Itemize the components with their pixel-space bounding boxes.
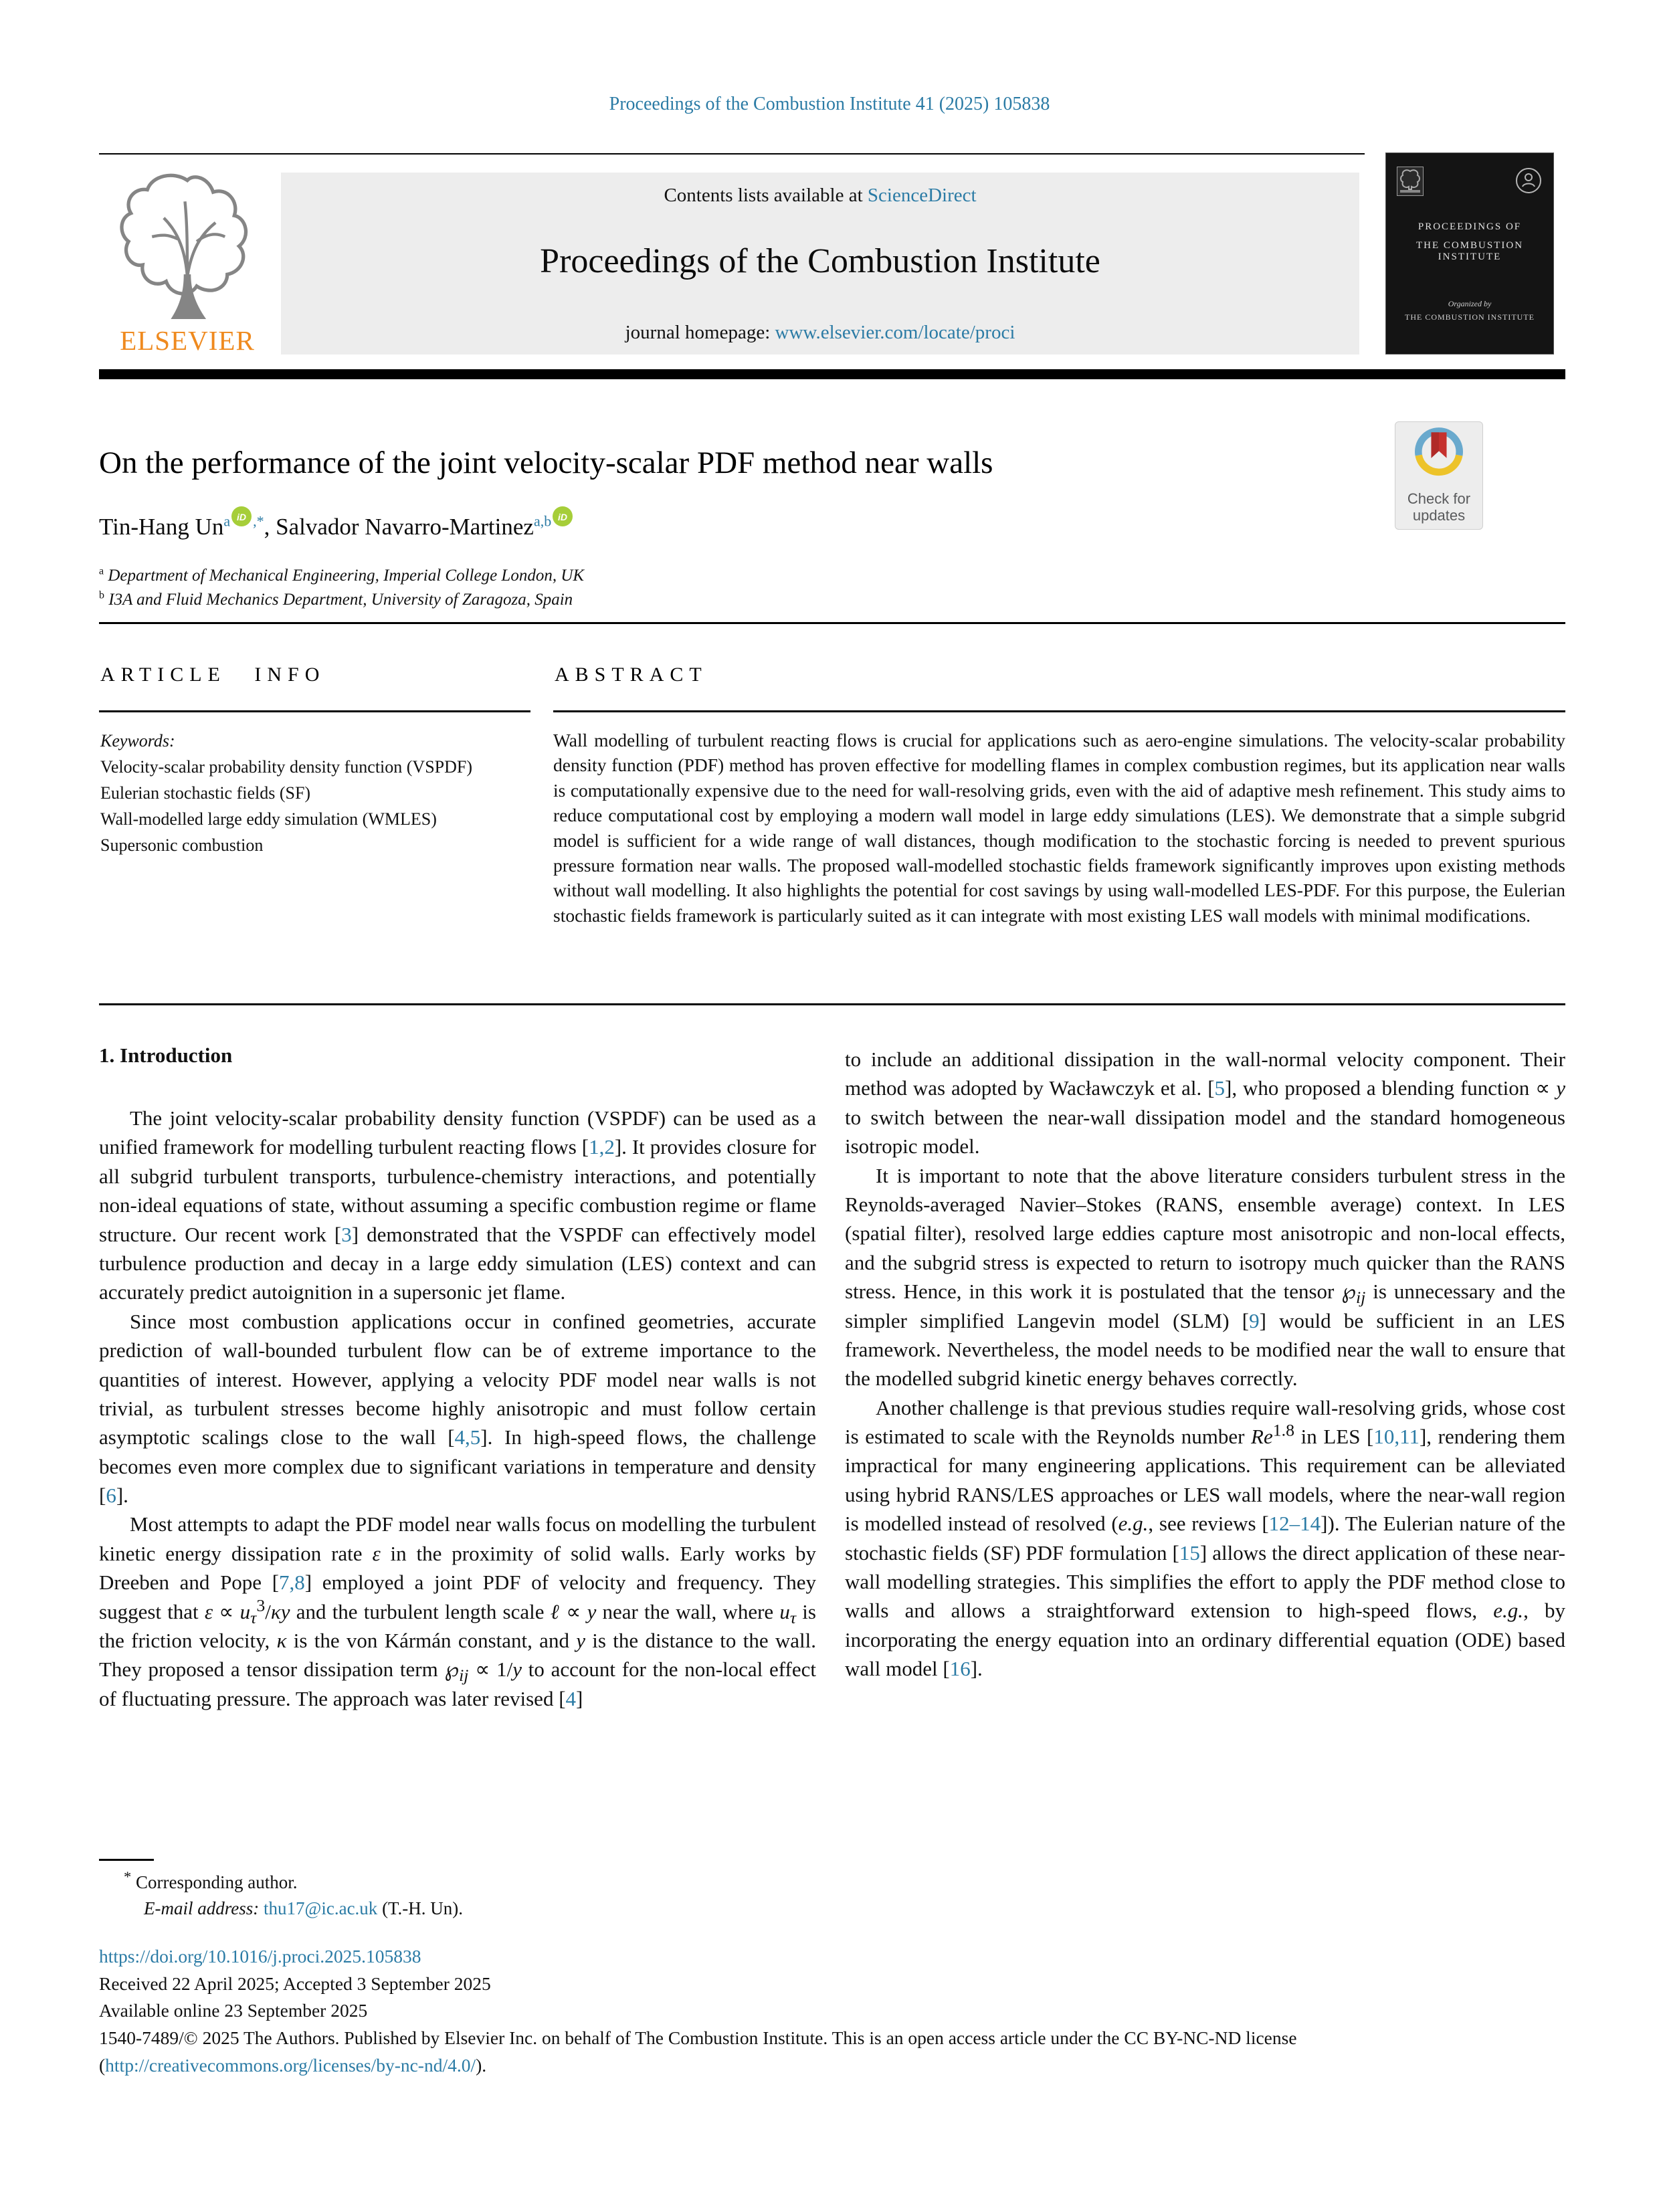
- journal-reference[interactable]: Proceedings of the Combustion Institute 41 (2025) 105838: [609, 94, 1050, 114]
- abstract-text: Wall modelling of turbulent reacting flows is crucial for applications such as aero-engine simulations. The velocity-scalar probability density function (PDF) method has proven effective for modelling flames in complex combustion regimes, but its application near walls is computationally expensive due to the need for wall-resolving grids, even with the aid of adaptive mesh refinement. This study aims to reduce computational cost by employing a modern wall model in large eddy simulations (LES). We demonstrate that a simple subgrid model is sufficient for a wide range of wall distances, though modification to the stochastic forcing is needed to prevent spurious pressure formation near walls. The proposed wall-modelled stochastic fields framework significantly improves upon existing methods without wall modelling. It also highlights the potential for cost savings by using wall-modelled LES-PDF. For this purpose, the Eulerian stochastic fields framework is particularly suited as it can integrate with most existing LES wall models with minimal modifications.: [553, 730, 1565, 926]
- header-black-bar: [99, 369, 1565, 379]
- homepage-line: [281, 322, 1359, 344]
- italic-text: y: [512, 1657, 522, 1682]
- footer-block: [99, 1943, 1567, 2079]
- title-section-rule: [99, 622, 1565, 624]
- svg-text:iD: iD: [237, 512, 247, 522]
- header-rule: [99, 153, 1365, 155]
- license-line: (http://creativecommons.org/licenses/by-nc-nd/4.0/).: [99, 2054, 487, 2076]
- crossmark-icon: [1405, 478, 1472, 489]
- author-1-affiliation-sup: a: [223, 512, 231, 530]
- corresponding-author-note: [99, 1870, 1036, 1896]
- received-accepted-line: Received 22 April 2025; Accepted 3 September 2025: [99, 1973, 491, 1994]
- cover-organizer: THE COMBUSTION INSTITUTE: [1405, 312, 1535, 322]
- article-info-rule: [99, 710, 530, 712]
- keywords-block: [100, 728, 534, 858]
- orcid-icon[interactable]: [553, 506, 573, 532]
- keyword-item: Eulerian stochastic fields (SF): [100, 783, 311, 803]
- author-line: [99, 514, 1437, 540]
- email-suffix: (T.-H. Un).: [377, 1898, 464, 1919]
- orcid-icon[interactable]: [231, 506, 252, 532]
- italic-text: Re: [1251, 1425, 1273, 1449]
- homepage-link[interactable]: www.elsevier.com/locate/proci: [775, 322, 1015, 343]
- inline-link[interactable]: 4,5: [454, 1425, 481, 1449]
- body-paragraph: to include an additional dissipation in the wall-normal velocity component. Their method was adopted by Wacławczyk et al. [5], who proposed a blending function ∝ y to switch between the near-wall dissipation model and the standard homogeneous isotropic model.: [845, 1047, 1565, 1159]
- badge-label-line1: Check for: [1407, 490, 1471, 507]
- email-link[interactable]: thu17@ic.ac.uk: [263, 1898, 378, 1919]
- keywords-label: Keywords:: [100, 731, 175, 750]
- doi-link[interactable]: [99, 1943, 1567, 1971]
- svg-text:iD: iD: [558, 512, 568, 522]
- affiliation-a-text: Department of Mechanical Engineering, Imperial College London, UK: [108, 567, 585, 585]
- cover-title-line1: PROCEEDINGS OF: [1418, 221, 1522, 232]
- italic-text: ε: [372, 1541, 381, 1565]
- footnote-text: Corresponding author.: [136, 1872, 298, 1892]
- body-paragraph: Since most combustion applications occur in confined geometries, accurate prediction of wall-bounded turbulent flow can be of extreme importance to the quantities of interest. However, applying a velocity PDF model near walls is not trivial, as turbulent stresses become highly anisotropic and must follow certain asymptotic scalings close to the wall [4,5]. In high-speed flows, the challenge becomes even more complex due to significant variations in temperature and density [6].: [99, 1309, 817, 1508]
- cover-organized-by: Organized by: [1448, 299, 1492, 308]
- inline-link[interactable]: https://doi.org/10.1016/j.proci.2025.105838: [99, 1946, 421, 1967]
- author-separator: ,: [264, 514, 276, 540]
- inline-link[interactable]: 9: [1249, 1308, 1260, 1332]
- italic-text: y: [1556, 1076, 1565, 1100]
- inline-link[interactable]: 5: [1214, 1076, 1226, 1100]
- body-paragraph: Most attempts to adapt the PDF model near walls focus on modelling the turbulent kinetic energy dissipation rate ε in the proximity of solid walls. Early works by Dreeben and Pope [7,8] employed a joint PDF of velocity and frequency. They suggest that $\varepsilon \propto u_\tau^3/\kappa y$ and the turbulent length scale ℓ ∝ y near the wall, where $u_\tau$ is the friction velocity, κ is the von Kármán constant, and y is the distance to the wall. They proposed a tensor dissipation term $℘_{ij} \propto 1/y$ to account for the non-local effect of fluctuating pressure. The approach was later revised [4]: [99, 1512, 816, 1710]
- available-online-line: Available online 23 September 2025: [99, 2000, 368, 2021]
- elsevier-wordmark: ELSEVIER: [120, 325, 255, 356]
- cover-elsevier-mini-logo-icon: [1397, 167, 1424, 196]
- copyright-line: 1540-7489/© 2025 The Authors. Published by Elsevier Inc. on behalf of The Combustion Institute. This is an open access article under the CC BY-NC-ND license: [99, 2027, 1297, 2049]
- inline-link[interactable]: 1,2: [589, 1135, 615, 1159]
- affiliation-a-sup: a: [99, 565, 104, 577]
- sciencedirect-link[interactable]: ScienceDirect: [867, 185, 977, 206]
- abstract-heading: ABSTRACT: [555, 664, 708, 686]
- footnote-rule: [99, 1859, 154, 1861]
- elsevier-logo[interactable]: [100, 169, 274, 357]
- italic-text: y: [576, 1629, 586, 1653]
- cover-institute-seal-icon: [1515, 167, 1543, 195]
- contents-line: [281, 185, 1359, 207]
- homepage-prefix: journal homepage:: [625, 322, 775, 343]
- italic-text: ij: [1355, 1288, 1366, 1308]
- journal-title: Proceedings of the Combustion Institute: [540, 242, 1100, 280]
- author-1-corresponding-sup[interactable]: ,*: [253, 512, 264, 530]
- inline-link[interactable]: 3: [341, 1222, 352, 1246]
- affiliation-b-sup: b: [99, 589, 104, 601]
- inline-link[interactable]: 6: [106, 1484, 116, 1508]
- inline-link[interactable]: 16: [949, 1657, 971, 1681]
- author-1-name[interactable]: Tin-Hang Un: [99, 514, 224, 540]
- inline-link[interactable]: 12–14: [1268, 1512, 1321, 1536]
- journal-cover-thumbnail[interactable]: [1385, 153, 1554, 355]
- keyword-item: Velocity-scalar probability density function (VSPDF): [100, 757, 473, 777]
- affiliation-a: [99, 564, 1437, 588]
- italic-text: e.g.: [1118, 1512, 1149, 1536]
- italic-text: e.g.: [1493, 1599, 1524, 1623]
- abstract-bottom-rule: [99, 1003, 1565, 1005]
- keyword-item: Supersonic combustion: [100, 835, 264, 855]
- italic-text: κ: [276, 1629, 287, 1653]
- italic-text: κy: [270, 1599, 290, 1623]
- italic-text: y: [587, 1599, 597, 1623]
- italic-text: ij: [459, 1666, 469, 1686]
- italic-text: ℓ: [550, 1599, 561, 1623]
- badge-label-line2: updates: [1412, 506, 1466, 524]
- email-label: E-mail address:: [144, 1898, 260, 1919]
- body-paragraph: The joint velocity-scalar probability density function (VSPDF) can be used as a unified framework for modelling turbulent reacting flows [1,2]. It provides closure for all subgrid turbulent transports, turbulence-chemistry interactions, and potentially non-ideal equations of state, without assuming a specific combustion regime or flame structure. Our recent work [3] demonstrated that the VSPDF can effectively model turbulence production and decay in a large eddy simulation (LES) context and can accurately predict autoignition in a supersonic jet flame.: [99, 1106, 816, 1304]
- italic-text: τ: [789, 1607, 797, 1627]
- affiliation-b-text: I3A and Fluid Mechanics Department, University of Zaragoza, Spain: [108, 590, 573, 609]
- article-info-heading: ARTICLE INFO: [100, 664, 326, 686]
- body-paragraph: Another challenge is that previous studies require wall-resolving grids, whose cost is estimated to scale with the Reynolds number $Re^{1.8}$ in LES [10,11], rendering them impractical for many engineering applications. This requirement can be alleviated using hybrid RANS/LES approaches or LES wall models, where the near-wall region is modelled instead of resolved (e.g., see reviews [12–14]). The Eulerian nature of the stochastic fields (SF) PDF formulation [15] allows the direct application of these near-wall modelling strategies. This simplifies the effort to apply the PDF method close to walls and allows a straightforward extension to high-speed flows, e.g., by incorporating the energy equation into an ordinary differential equation (ODE) based wall model [16].: [845, 1395, 1566, 1681]
- italic-text: u: [779, 1599, 790, 1623]
- cover-title-line2: THE COMBUSTION INSTITUTE: [1416, 240, 1524, 262]
- footnote-star: *: [124, 1868, 132, 1885]
- affiliations: [99, 564, 1437, 611]
- journal-banner: [281, 173, 1359, 355]
- section-heading-introduction: 1. Introduction: [99, 1043, 233, 1067]
- body-left-column: [99, 1104, 816, 1713]
- italic-text: u: [239, 1599, 251, 1623]
- italic-text: ε: [204, 1599, 213, 1623]
- inline-link[interactable]: 4: [565, 1686, 577, 1710]
- footnote-block: [99, 1870, 1036, 1922]
- inline-link[interactable]: 15: [1179, 1540, 1200, 1565]
- inline-link[interactable]: http://creativecommons.org/licenses/by-nc-nd/4.0/: [105, 2054, 476, 2076]
- affiliation-b: [99, 588, 1437, 612]
- inline-link[interactable]: 7,8: [279, 1571, 305, 1595]
- italic-text: τ: [250, 1607, 257, 1627]
- author-2-name[interactable]: Salvador Navarro-Martinez: [276, 514, 534, 540]
- body-right-column: [845, 1045, 1565, 1684]
- inline-link[interactable]: 10,11: [1373, 1425, 1420, 1449]
- email-line: [99, 1896, 1036, 1922]
- page-title: On the performance of the joint velocity-scalar PDF method near walls: [99, 445, 993, 480]
- keyword-item: Wall-modelled large eddy simulation (WMLES): [100, 809, 437, 829]
- author-2-affiliation-sup: a,b: [533, 512, 552, 530]
- abstract-rule: [553, 710, 1565, 712]
- contents-prefix: Contents lists available at: [664, 185, 868, 206]
- body-paragraph: It is important to note that the above literature considers turbulent stress in the Reynolds-averaged Navier–Stokes (RANS, ensemble average) context. In LES (spatial filter), resolved large eddies capture most anisotropic and non-local effects, and the subgrid stress is expected to return to isotropy much quicker than the RANS stress. Hence, in this work it is postulated that the tensor $℘_{ij}$ is unnecessary and the simpler simplified Langevin model (SLM) [9] would be sufficient in an LES framework. Nevertheless, the model needs to be modified near the wall to ensure that the modelled subgrid kinetic energy behaves correctly.: [845, 1163, 1565, 1391]
